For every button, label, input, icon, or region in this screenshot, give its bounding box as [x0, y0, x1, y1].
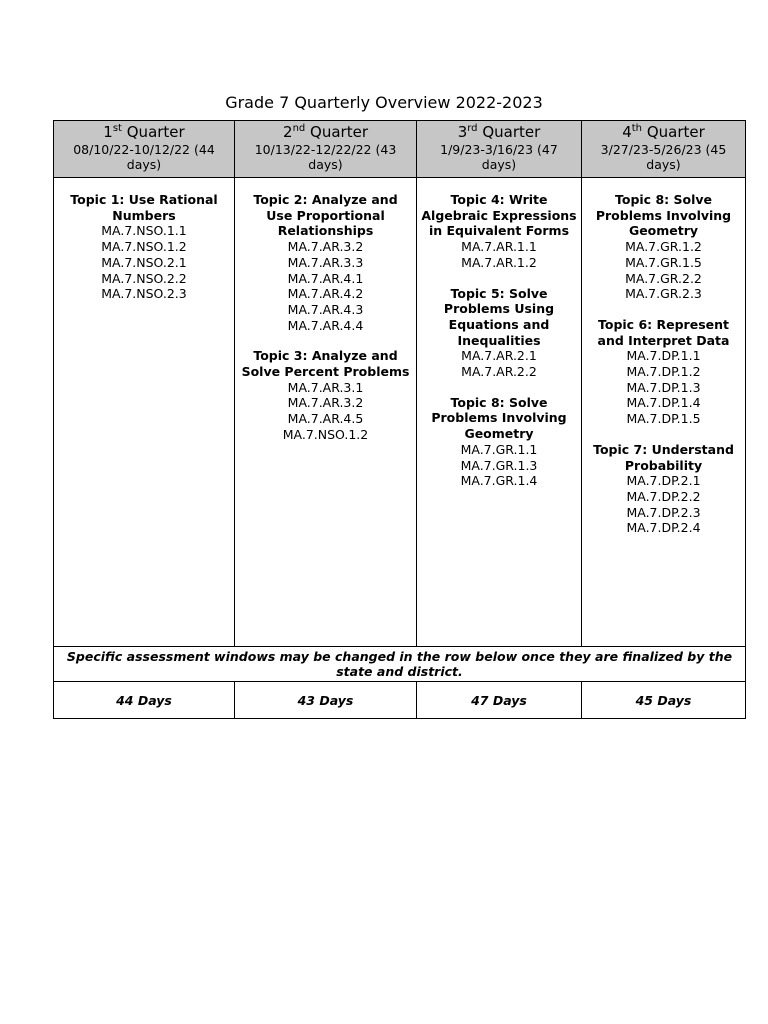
- standard-code: MA.7.DP.1.4: [626, 395, 701, 411]
- quarter-days: 47 Days: [417, 682, 582, 719]
- standard-code: MA.7.AR.4.1: [287, 270, 364, 286]
- quarter-header: [417, 121, 582, 178]
- standard-code: MA.7.GR.1.1: [460, 441, 538, 457]
- standard-code: MA.7.AR.3.2: [287, 239, 364, 255]
- quarter-word: Quarter: [310, 123, 368, 141]
- standard-code: MA.7.DP.2.2: [626, 488, 701, 504]
- topic-block: [582, 192, 745, 302]
- assessment-note: Specific assessment windows may be changed in the row below once they are finalized by the state and district.: [54, 647, 746, 682]
- standard-code: MA.7.DP.2.1: [626, 473, 701, 489]
- standard-code: MA.7.AR.4.2: [287, 286, 364, 302]
- quarter-topics: [54, 178, 235, 647]
- standard-code: MA.7.AR.2.2: [461, 364, 537, 380]
- quarter-number: 4: [622, 123, 632, 141]
- topic-block: [235, 348, 416, 442]
- quarter-ordinal-suffix: st: [112, 123, 122, 134]
- topic-title: Topic 3: Analyze and Solve Percent Problems: [241, 348, 410, 380]
- topic-title: Topic 8: Solve Problems Involving Geometry: [431, 394, 567, 442]
- quarter-number: 1: [103, 123, 113, 141]
- standard-code: MA.7.NSO.2.2: [101, 270, 187, 286]
- quarter-ordinal-suffix: nd: [292, 123, 306, 134]
- quarter-name: [417, 123, 581, 142]
- quarter-word: Quarter: [126, 123, 185, 141]
- topic-block: [417, 395, 581, 489]
- standard-code: MA.7.GR.2.3: [625, 286, 702, 302]
- topic-title: Topic 8: Solve Problems Involving Geometry: [595, 192, 732, 239]
- quarter-topics: [235, 178, 417, 647]
- topic-block: [582, 317, 745, 427]
- quarter-topics: [417, 178, 582, 647]
- topic-block: [417, 192, 581, 271]
- topic-title: Topic 5: Solve Problems Using Equations and Inequalities: [443, 285, 555, 348]
- document-title: Grade 7 Quarterly Overview 2022-2023: [225, 93, 543, 112]
- quarter-header-row: [54, 121, 746, 178]
- standard-code: MA.7.AR.3.3: [287, 254, 364, 270]
- standard-code: MA.7.NSO.2.3: [101, 286, 187, 302]
- standard-code: MA.7.AR.2.1: [461, 348, 537, 364]
- topics-row: [54, 178, 746, 647]
- quarter-topics: [582, 178, 746, 647]
- standard-code: MA.7.DP.1.3: [626, 379, 701, 395]
- quarter-days: 44 Days: [54, 682, 235, 719]
- quarter-name: [582, 123, 745, 142]
- quarter-ordinal-suffix: th: [631, 123, 643, 134]
- standard-code: MA.7.AR.3.1: [287, 379, 364, 395]
- topic-block: [417, 286, 581, 380]
- standard-code: MA.7.AR.3.2: [287, 395, 364, 411]
- quarter-number: 3: [457, 123, 468, 141]
- days-row: [54, 682, 746, 719]
- standard-code: MA.7.GR.2.2: [625, 270, 702, 286]
- quarter-header: [235, 121, 417, 178]
- standard-code: MA.7.NSO.1.2: [282, 426, 369, 442]
- quarter-word: Quarter: [482, 123, 541, 141]
- topic-block: [54, 192, 234, 302]
- quarter-name: [235, 123, 416, 142]
- quarter-number: 2: [283, 123, 293, 141]
- standard-code: MA.7.DP.1.5: [626, 411, 701, 427]
- topic-title: Topic 7: Understand Probability: [593, 441, 734, 473]
- standard-code: MA.7.NSO.1.2: [101, 239, 187, 255]
- quarter-ordinal-suffix: rd: [467, 123, 478, 134]
- assessment-note-row: [54, 647, 746, 682]
- standard-code: MA.7.GR.1.3: [460, 457, 538, 473]
- topic-title: Topic 1: Use Rational Numbers: [70, 192, 218, 223]
- standard-code: MA.7.GR.1.2: [625, 239, 702, 255]
- standard-code: MA.7.DP.1.1: [626, 348, 701, 364]
- quarter-word: Quarter: [646, 123, 705, 141]
- quarter-header: [582, 121, 746, 178]
- quarter-dates: 10/13/22-12/22/22 (43 days): [254, 142, 397, 172]
- standard-code: MA.7.AR.1.1: [461, 239, 537, 255]
- quarter-days: 45 Days: [582, 682, 746, 719]
- topic-title: Topic 6: Represent and Interpret Data: [597, 316, 730, 348]
- standard-code: MA.7.GR.1.5: [625, 254, 702, 270]
- topic-block: [235, 192, 416, 333]
- quarter-dates: 1/9/23-3/16/23 (47 days): [440, 142, 558, 172]
- standard-code: MA.7.AR.4.5: [287, 411, 364, 427]
- quarterly-overview-table: [53, 120, 746, 719]
- quarter-header: [54, 121, 235, 178]
- standard-code: MA.7.AR.4.4: [287, 317, 364, 333]
- quarter-dates: 3/27/23-5/26/23 (45 days): [600, 142, 727, 172]
- topic-title: Topic 2: Analyze and Use Proportional Relationships: [253, 192, 398, 239]
- standard-code: MA.7.NSO.2.1: [101, 254, 187, 270]
- quarter-days: 43 Days: [235, 682, 417, 719]
- topic-block: [582, 442, 745, 536]
- quarter-name: [54, 123, 234, 142]
- standard-code: MA.7.GR.1.4: [460, 473, 538, 489]
- standard-code: MA.7.DP.2.3: [626, 504, 701, 520]
- standard-code: MA.7.DP.1.2: [626, 364, 701, 380]
- topic-title: Topic 4: Write Algebraic Expressions in Equivalent Forms: [421, 192, 577, 239]
- standard-code: MA.7.AR.4.3: [287, 301, 364, 317]
- quarter-dates: 08/10/22-10/12/22 (44 days): [73, 142, 215, 172]
- standard-code: MA.7.AR.1.2: [461, 254, 537, 270]
- standard-code: MA.7.DP.2.4: [626, 520, 701, 536]
- standard-code: MA.7.NSO.1.1: [101, 223, 187, 239]
